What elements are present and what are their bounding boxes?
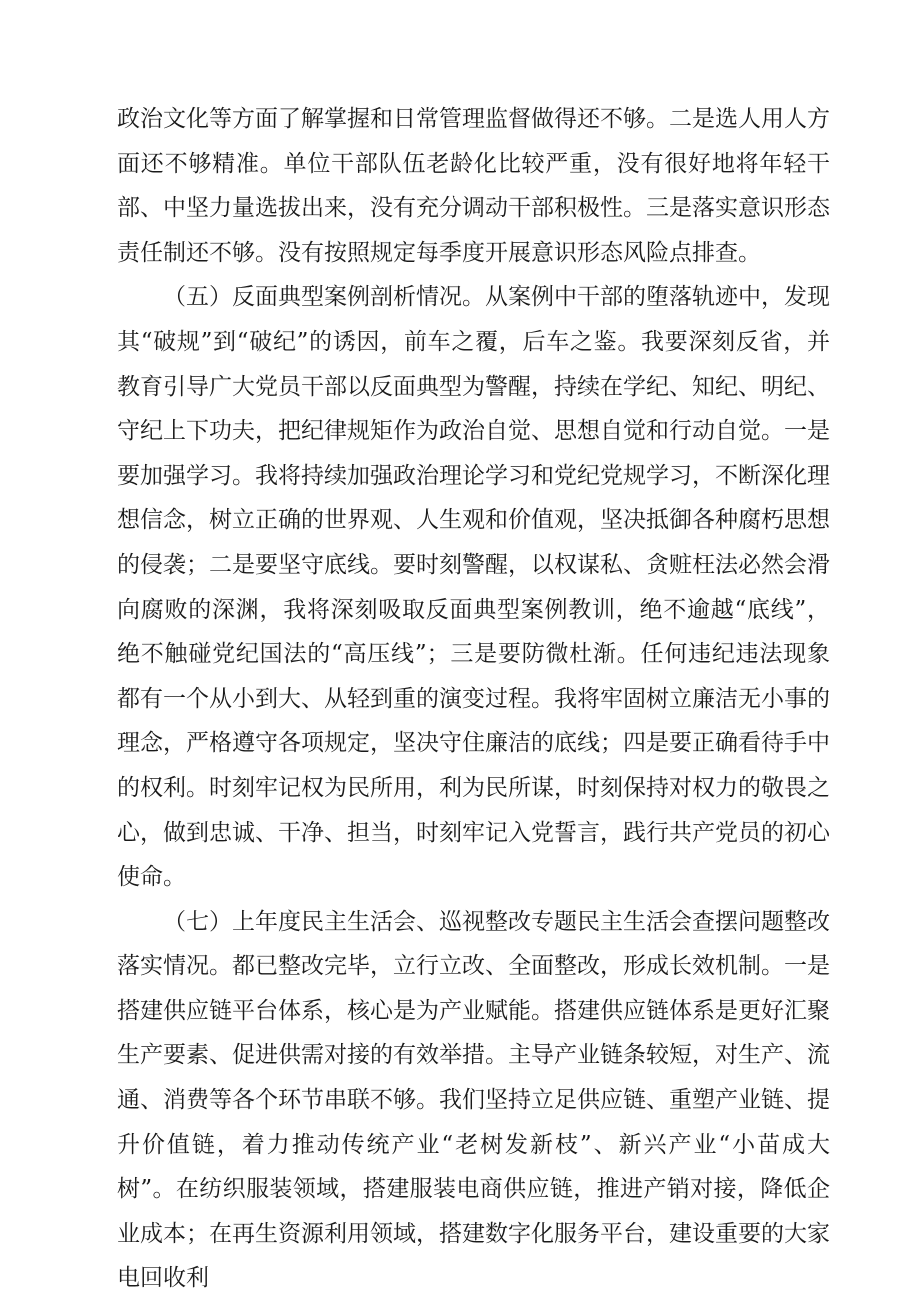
body-text [117,97,830,1301]
paragraph-section-five: （五）反面典型案例剖析情况。从案例中干部的堕落轨迹中，发现其“破规”到“破纪”的诱因，前车之覆，后车之鉴。我要深刻反省，并教育引导广大党员干部以反面典型为警醒，持续在学纪、知纪、明纪、守纪上下功夫，把纪律规矩作为政治自觉、思想自觉和行动自觉。一是要加强学习。我将持续加强政治理论学习和党纪党规学习，不断深化理想信念，树立正确的世界观、人生观和价值观，坚决抵御各种腐朽思想的侵袭；二是要坚守底线。要时刻警醒，以权谋私、贪赃枉法必然会滑向腐败的深渊，我将深刻吸取反面典型案例教训，绝不逾越“底线”，绝不触碰党纪国法的“高压线”；三是要防微杜渐。任何违纪违法现象都有一个从小到大、从轻到重的演变过程。我将牢固树立廉洁无小事的理念，严格遵守各项规定，坚决守住廉洁的底线；四是要正确看待手中的权利。时刻牢记权为民所用，利为民所谋，时刻保持对权力的敬畏之心，做到忠诚、干净、担当，时刻牢记入党誓言，践行共产党员的初心使命。 [117,284,830,891]
paragraph-section-seven: （七）上年度民主生活会、巡视整改专题民主生活会查摆问题整改落实情况。都已整改完毕，立行立改、全面整改，形成长效机制。一是搭建供应链平台体系，核心是为产业赋能。搭建供应链体系是更好汇聚生产要素、促进供需对接的有效举措。主导产业链条较短，对生产、流通、消费等各个环节串联不够。我们坚持立足供应链、重塑产业链、提升价值链，着力推动传统产业“老树发新枝”、新兴产业“小苗成大树”。在纺织服装领域，搭建服装电商供应链，推进产销对接，降低企业成本；在再生资源利用领域，搭建数字化服务平台，建设重要的大家电回收利 [117,908,830,1292]
paragraph-continuation: 政治文化等方面了解掌握和日常管理监督做得还不够。二是选人用人方面还不够精准。单位干部队伍老龄化比较严重，没有很好地将年轻干部、中坚力量选拔出来，没有充分调动干部积极性。三是落实意识形态责任制还不够。没有按照规定每季度开展意识形态风险点排查。 [117,106,830,266]
